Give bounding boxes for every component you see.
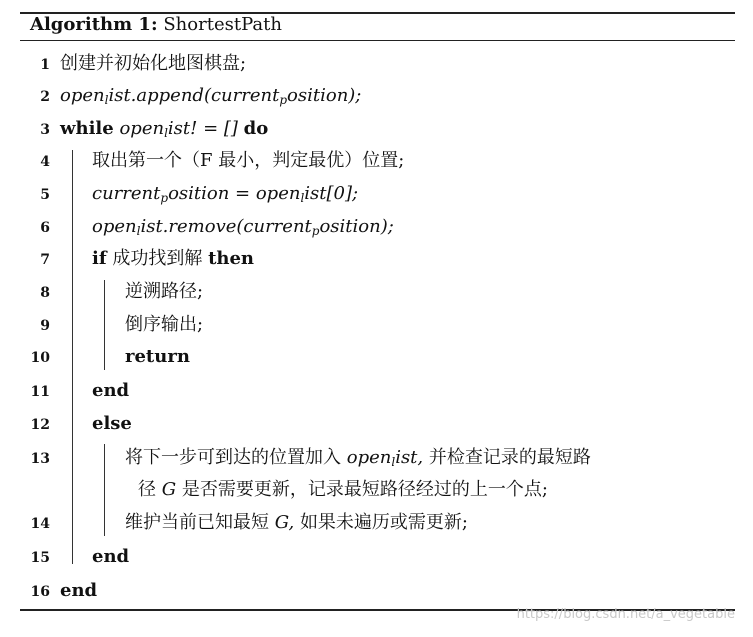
line-number: 7 [40,252,50,268]
algo-line-11 [20,375,735,407]
line-number: 16 [30,584,50,600]
keyword-else: else [92,413,132,434]
line-text: 倒序输出; [125,314,204,335]
keyword-while: while [60,118,114,139]
keyword-return: return [125,346,190,367]
line-number: 11 [30,384,50,400]
line-number: 8 [40,285,50,301]
line-number: 5 [40,187,50,203]
keyword-end: end [92,380,130,401]
line-text: 维护当前已知最短 G, 如果未遍历或需更新; [125,512,469,533]
line-math: open$_l$ist.append(current$_p$osition); [60,85,362,107]
algo-line-15 [20,541,735,573]
algorithm-name: ShortestPath [163,14,282,35]
line-number: 2 [40,89,50,105]
line-text: 将下一步可到达的位置加入 open$_l$ist, 并检查记录的最短路 [125,447,591,469]
if-indent-bar [104,280,105,370]
algo-line-1 [20,48,735,80]
algo-line-13 [20,442,735,474]
else-indent-bar [104,444,105,536]
algorithm-caption [30,14,282,36]
line-math: open$_l$ist.remove(current$_p$osition); [92,216,394,238]
algo-line-7 [20,243,735,275]
algo-line-12 [20,408,735,440]
line-text: 取出第一个（F 最小，判定最优）位置; [92,150,405,171]
line-number: 6 [40,220,50,236]
algorithm-label: Algorithm 1: [30,14,158,35]
line-number: 10 [30,350,50,366]
algo-line-8 [20,276,735,308]
keyword-if: if [92,248,107,269]
algo-line-9 [20,309,735,341]
line-number: 4 [40,154,50,170]
line-number: 13 [30,451,50,467]
line-text: 创建并初始化地图棋盘; [60,53,247,74]
keyword-end: end [92,546,130,567]
line-number: 14 [30,516,50,532]
keyword-then: then [208,248,255,269]
line-text: 逆溯路径; [125,281,204,302]
line-math: current$_p$osition = open$_l$ist[0]; [92,183,359,205]
algo-line-2 [20,80,735,112]
algo-line-14 [20,507,735,539]
line-number: 12 [30,417,50,433]
algo-line-4 [20,145,735,177]
algo-line-10 [20,341,735,373]
keyword-do: do [243,118,269,139]
line-number: 3 [40,122,50,138]
keyword-end: end [60,580,98,601]
algo-line-13-continued [20,474,735,506]
line-number: 9 [40,318,50,334]
algo-line-3 [20,113,735,145]
algo-line-16 [20,575,735,607]
line-if: if 成功找到解 then [92,248,255,269]
caption-rule [20,40,735,41]
algo-line-6 [20,211,735,243]
watermark: https://blog.csdn.net/a_vegetable [516,607,735,622]
while-indent-bar [72,150,73,564]
line-number: 1 [40,57,50,73]
line-text: 径 G 是否需要更新，记录最短路径经过的上一个点; [138,479,548,500]
line-while: while open$_l$ist! = [] do [60,118,269,140]
algo-line-5 [20,178,735,210]
line-number: 15 [30,550,50,566]
